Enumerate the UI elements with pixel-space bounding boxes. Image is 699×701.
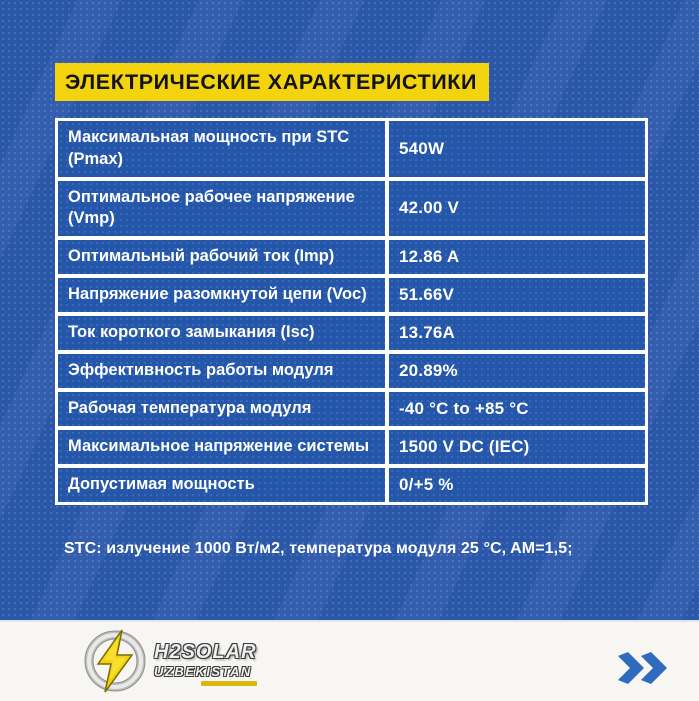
brand-logo: [82, 628, 257, 699]
spec-value: 20.89%: [389, 354, 645, 388]
stc-footnote: STC: излучение 1000 Вт/м2, температура модуля 25 °C, AM=1,5;: [64, 540, 573, 557]
spec-label: Максимальное напряжение системы: [58, 430, 385, 464]
spec-label: Допустимая мощность: [58, 468, 385, 502]
spec-value: 13.76A: [389, 316, 645, 350]
spec-label: Рабочая температура модуля: [58, 392, 385, 426]
spec-value: 42.00 V: [389, 181, 645, 237]
brand-region: UZBEKISTAN: [154, 663, 252, 679]
spec-table: [55, 118, 648, 505]
double-chevron-right-icon[interactable]: [617, 652, 671, 689]
logo-tagline-bar: [201, 681, 257, 686]
spec-label: Эффективность работы модуля: [58, 354, 385, 388]
page-title: ЭЛЕКТРИЧЕСКИЕ ХАРАКТЕРИСТИКИ: [55, 63, 489, 101]
brand-logo-text: [154, 642, 257, 686]
spec-value: 51.66V: [389, 278, 645, 312]
spec-value: 0/+5 %: [389, 468, 645, 502]
spec-label: Оптимальный рабочий ток (Imp): [58, 240, 385, 274]
spec-value: 1500 V DC (IEC): [389, 430, 645, 464]
spec-value: -40 °C to +85 °C: [389, 392, 645, 426]
spec-label: Оптимальное рабочее напряжение (Vmp): [58, 181, 385, 237]
spec-value: 540W: [389, 121, 645, 177]
brand-name: H2SOLAR: [154, 640, 257, 663]
spec-label: Ток короткого замыкания (Isc): [58, 316, 385, 350]
spec-label: Максимальная мощность при STC (Pmax): [58, 121, 385, 177]
footer-strip: [0, 620, 699, 701]
lightning-bolt-icon: [82, 628, 148, 699]
spec-value: 12.86 A: [389, 240, 645, 274]
spec-label: Напряжение разомкнутой цепи (Voc): [58, 278, 385, 312]
